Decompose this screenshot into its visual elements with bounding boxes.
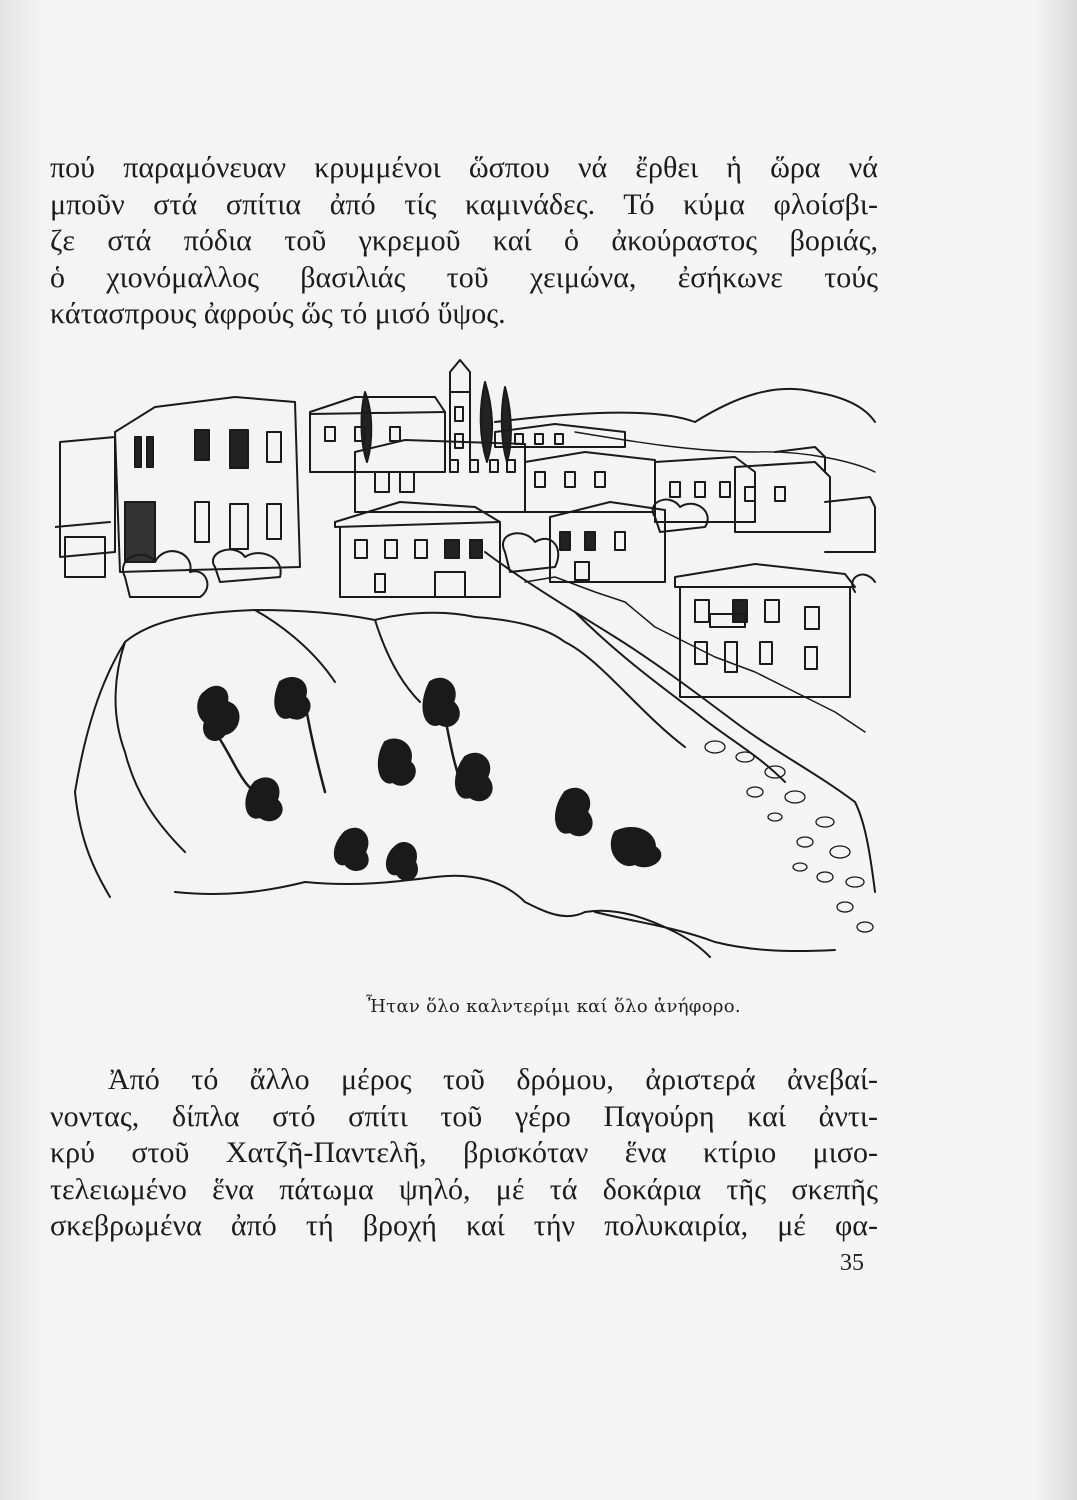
text-line: ὁ χιονόμαλλος βασιλιάς τοῦ χειμώνα, ἐσήκωνε τούς [50, 260, 878, 294]
page-number: 35 [840, 1250, 864, 1276]
text-line: πού παραμόνευαν κρυμμένοι ὥσπου νά ἔρθει ἡ ὥρα νά [50, 151, 878, 184]
text-line: νοντας, δίπλα στό σπίτι τοῦ γέρο Παγούρη καί ἀντι- [50, 1099, 878, 1133]
illustration-caption: Ἦταν ὅλο καλντερίμι καί ὅλο ἀνήφορο. [366, 996, 741, 1017]
text-line: Ἀπό τό ἄλλο μέρος τοῦ δρόμου, ἀριστερά ἀνεβαί- [108, 1063, 878, 1096]
text-line: ζε στά πόδια τοῦ γκρεμοῦ καί ὁ ἀκούραστος βοριάς, [50, 224, 878, 257]
text-line: κρύ στοῦ Χατζῆ-Παντελῆ, βρισκόταν ἕνα κτίριο μισο- [50, 1136, 878, 1169]
text-line: κάτασπρους ἀφρούς ὥς τό μισό ὕψος. [50, 297, 506, 330]
paragraph-bottom [50, 1062, 878, 1245]
village-hillside-illustration [55, 352, 880, 967]
text-line: σκεβρωμένα ἀπό τή βροχή καί τήν πολυκαιρία, μέ φα- [50, 1209, 878, 1242]
text-line: μποῦν στά σπίτια ἀπό τίς καμινάδες. Τό κύμα φλοίσβι- [50, 187, 878, 221]
text-line: τελειωμένο ἕνα πάτωμα ψηλό, μέ τά δοκάρια τῆς σκεπῆς [50, 1172, 878, 1206]
paragraph-top [50, 150, 878, 333]
